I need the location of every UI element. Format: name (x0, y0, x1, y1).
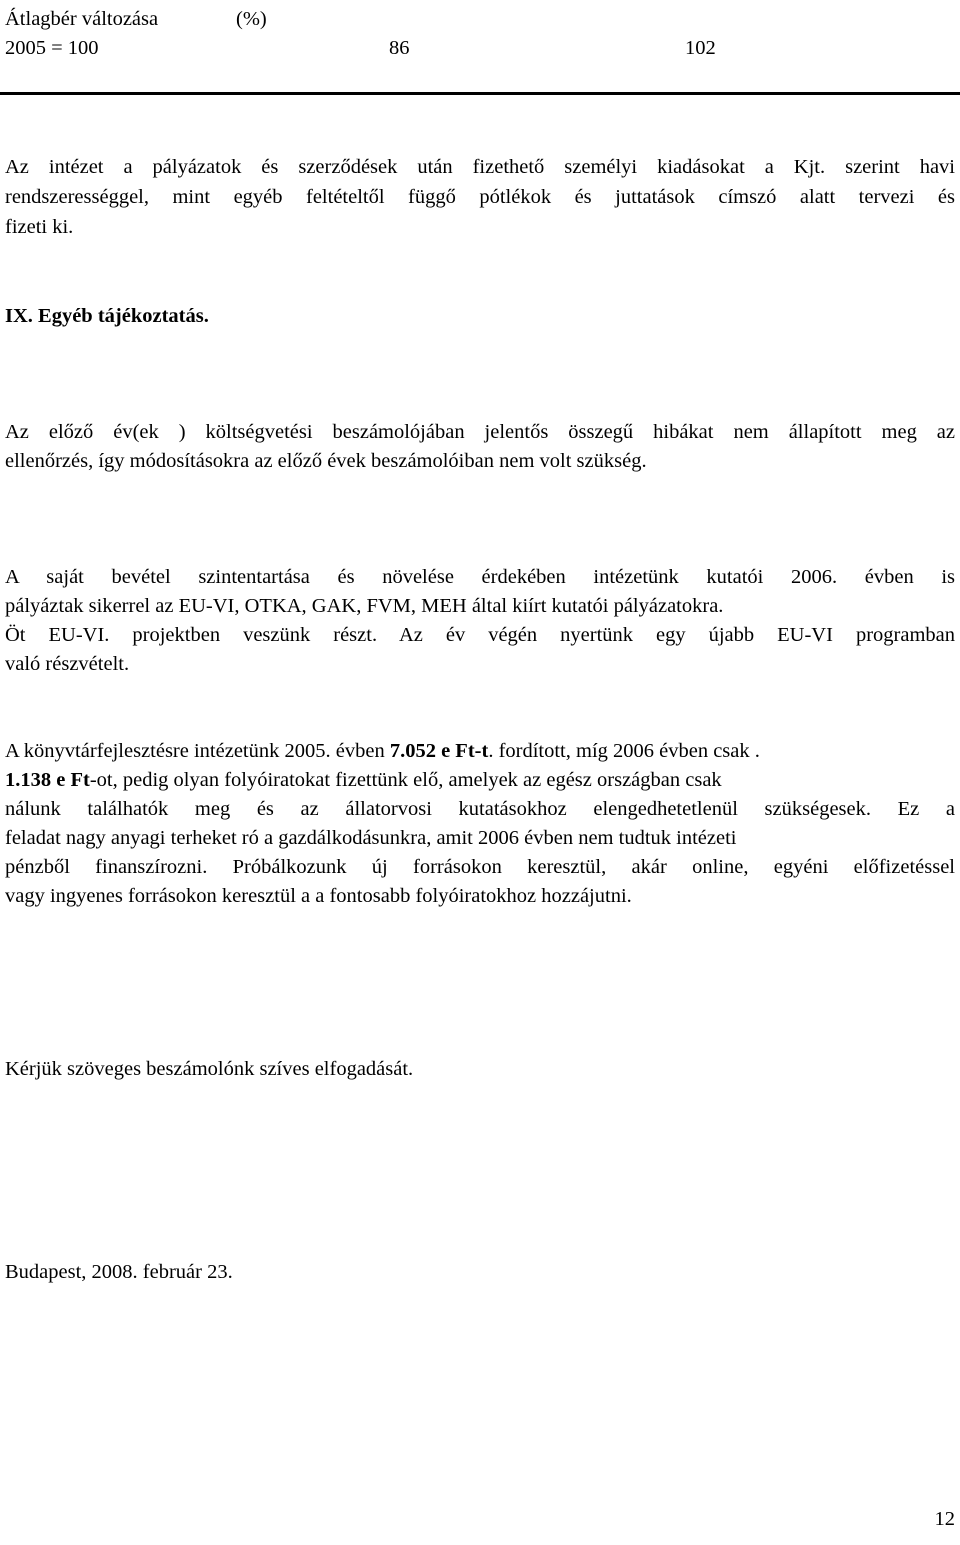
table-unit: (%) (236, 8, 267, 30)
para4-line-1-c: . fordított, míg 2006 évben csak . (488, 740, 760, 762)
para4-line-4: feladat nagy anyagi terheket ró a gazdálkodásunkra, amit 2006 évben nem tudtuk intézeti (5, 827, 737, 849)
para4-line-5: pénzből finanszírozni. Próbálkozunk új forrásokon keresztül, akár online, egyéni előfizetéssel (5, 856, 955, 878)
table-bottom-rule (0, 92, 960, 95)
para2-line-2: ellenőrzés, így módosításokra az előző évek beszámolóiban nem volt szükség. (5, 450, 647, 472)
para4-line-6: vagy ingyenes forrásokon keresztül a a fontosabb folyóiratokhoz hozzájutni. (5, 885, 632, 907)
page-number: 12 (934, 1508, 955, 1530)
section-heading: IX. Egyéb tájékoztatás. (5, 305, 209, 327)
para4-line-3: nálunk találhatók meg és az állatorvosi kutatásokhoz elengedhetetlenül szükségesek. Ez a (5, 798, 955, 820)
para4-amount-2005: 7.052 e Ft-t (389, 740, 489, 762)
para3-line-4: való részvételt. (5, 653, 130, 675)
para3-line-2: pályáztak sikerrel az EU-VI, OTKA, GAK, FVM, MEH által kiírt kutatói pályázatokra. (5, 595, 724, 617)
para1-line-2: rendszerességgel, mint egyéb feltételtől függő pótlékok és juttatások címszó alatt tervezi és (5, 186, 955, 208)
para4-line-2-b: -ot, pedig olyan folyóiratokat fizettünk elő, amelyek az egész országban csak (89, 769, 722, 791)
para3-line-3: Öt EU-VI. projektben veszünk részt. Az év végén nyertünk egy újabb EU-VI programban (5, 624, 955, 646)
para1-line-3: fizeti ki. (5, 216, 74, 238)
para4-line-1 (5, 737, 760, 766)
para4-line-2 (5, 766, 722, 795)
para4-line-1-a: A könyvtárfejlesztésre intézetünk 2005. évben (5, 740, 390, 762)
table-value-2: 102 (685, 37, 716, 59)
para2-line-1: Az előző év(ek ) költségvetési beszámolójában jelentős összegű hibákat nem állapított meg az (5, 421, 955, 443)
place-date: Budapest, 2008. február 23. (5, 1261, 233, 1283)
table-base-label: 2005 = 100 (5, 37, 99, 59)
para3-line-1: A saját bevétel szintentartása és növelése érdekében intézetünk kutatói 2006. évben is (5, 566, 955, 588)
para4-amount-2006: 1.138 e Ft (5, 769, 90, 791)
table-value-1: 86 (389, 37, 410, 59)
closing-request: Kérjük szöveges beszámolónk szíves elfogadását. (5, 1058, 414, 1080)
table-row-label: Átlagbér változása (5, 8, 159, 30)
para1-line-1: Az intézet a pályázatok és szerződések után fizethető személyi kiadásokat a Kjt. szerint havi (5, 156, 955, 178)
